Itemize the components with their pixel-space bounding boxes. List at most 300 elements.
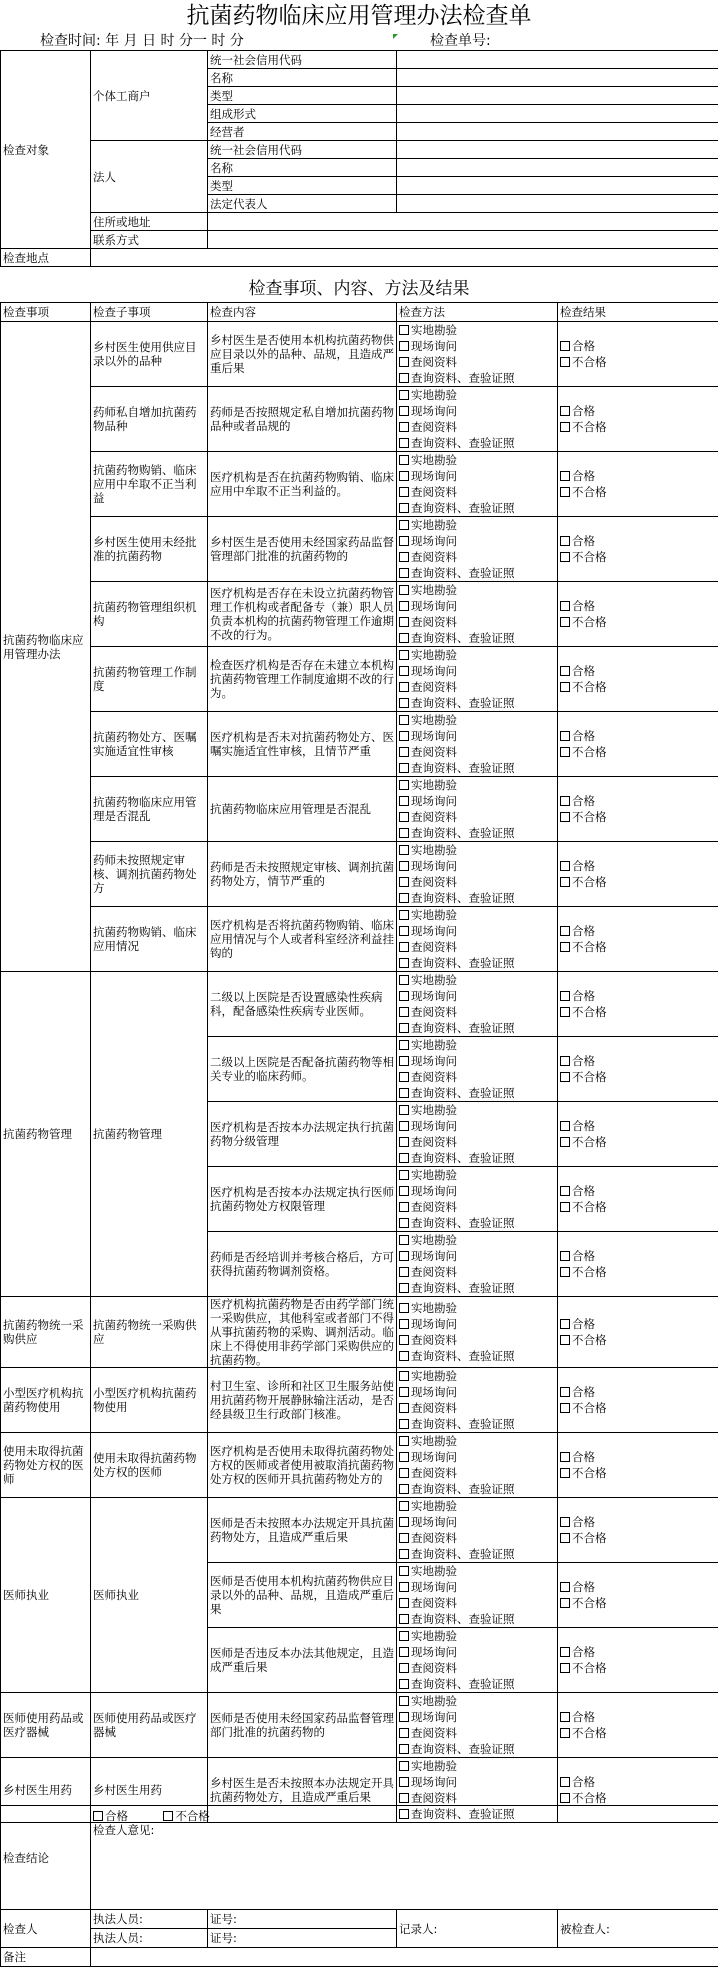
checkbox-icon	[399, 715, 409, 725]
cert-field[interactable]: 证号:	[208, 1929, 397, 1948]
method-option[interactable]	[399, 565, 555, 581]
method-option[interactable]	[399, 1400, 555, 1416]
method-option-label: 查询资料、查验证照	[411, 1021, 515, 1035]
pass-checkbox[interactable]	[93, 1809, 128, 1823]
result-option[interactable]	[560, 419, 716, 435]
result-option[interactable]	[560, 1199, 716, 1215]
checkbox-icon	[399, 828, 409, 838]
method-option-label: 现场询问	[411, 924, 457, 938]
method-option[interactable]	[399, 1595, 555, 1611]
method-option[interactable]	[399, 370, 555, 386]
method-option[interactable]	[399, 1563, 555, 1579]
result-option[interactable]	[560, 614, 716, 630]
result-option[interactable]	[560, 1595, 716, 1611]
method-option-label: 查询资料、查验证照	[411, 1349, 515, 1363]
checkbox-icon	[399, 1647, 409, 1657]
method-option[interactable]	[399, 1167, 555, 1183]
method-option[interactable]	[399, 354, 555, 370]
checkbox-icon	[560, 1007, 570, 1017]
fail-checkbox[interactable]	[163, 1809, 210, 1823]
result-option[interactable]	[560, 1774, 716, 1790]
method-option[interactable]	[399, 1053, 555, 1069]
section-title: 检查事项、内容、方法及结果	[248, 279, 470, 299]
method-option[interactable]	[399, 1102, 555, 1118]
method-option[interactable]	[399, 1758, 555, 1774]
method-option-label: 实地勘验	[411, 908, 457, 922]
method-option[interactable]	[399, 988, 555, 1004]
checkbox-icon	[399, 1335, 409, 1345]
result-option[interactable]	[560, 874, 716, 890]
check-subitem: 小型医疗机构抗菌药物使用	[91, 1368, 208, 1433]
method-option-label: 查询资料、查验证照	[411, 1281, 515, 1295]
recorder-field[interactable]: 记录人:	[397, 1910, 558, 1948]
residence-value[interactable]	[208, 213, 718, 231]
method-option-label: 查阅资料	[411, 1661, 457, 1675]
result-option[interactable]	[560, 354, 716, 370]
method-option[interactable]	[399, 744, 555, 760]
result-option-label: 合格	[572, 1184, 595, 1198]
field-value[interactable]	[397, 177, 718, 195]
check-subitem: 抗菌药物处方、医嘱实施适宜性审核	[91, 712, 208, 777]
result-option[interactable]	[560, 338, 716, 354]
method-option[interactable]	[399, 1790, 555, 1806]
method-option[interactable]	[399, 712, 555, 728]
field-label: 名称	[208, 159, 397, 177]
checkbox-icon	[560, 341, 570, 351]
field-value[interactable]	[397, 141, 718, 159]
result-option[interactable]	[560, 923, 716, 939]
inspected-field[interactable]: 被检查人:	[558, 1910, 718, 1948]
checkbox-icon	[399, 1549, 409, 1559]
check-subitem: 使用未取得抗菌药物处方权的医师	[91, 1433, 208, 1498]
method-option[interactable]	[399, 1741, 555, 1757]
method-option[interactable]	[399, 1215, 555, 1231]
result-option-label: 不合格	[572, 1333, 607, 1347]
checkbox-icon	[560, 1251, 570, 1261]
method-option[interactable]	[399, 777, 555, 793]
field-label: 法定代表人	[208, 195, 397, 213]
method-option-label: 实地勘验	[411, 518, 457, 532]
check-content: 二级以上医院是否配备抗菌药物等相关专业的临床药师。	[208, 1037, 397, 1102]
remarks-value[interactable]	[91, 1948, 718, 1967]
table-row	[1, 907, 718, 972]
checkbox-icon	[560, 1121, 570, 1131]
officer-field[interactable]: 执法人员:	[91, 1910, 208, 1929]
checkbox-icon	[399, 942, 409, 952]
method-option-label: 查阅资料	[411, 1791, 457, 1805]
checkbox-icon	[399, 373, 409, 383]
result-option[interactable]	[560, 1332, 716, 1348]
checkbox-icon	[399, 1566, 409, 1576]
result-options	[558, 1232, 718, 1297]
result-option[interactable]	[560, 533, 716, 549]
method-option[interactable]	[399, 972, 555, 988]
result-option[interactable]	[560, 1384, 716, 1400]
checkbox-icon	[399, 1319, 409, 1329]
result-option-label: 合格	[572, 1515, 595, 1529]
method-option[interactable]	[399, 679, 555, 695]
result-options	[558, 907, 718, 972]
checkbox-icon	[399, 601, 409, 611]
method-option[interactable]	[399, 468, 555, 484]
check-subitem: 抗菌药物管理	[91, 972, 208, 1297]
method-option-label: 实地勘验	[411, 323, 457, 337]
result-option[interactable]	[560, 1514, 716, 1530]
field-value[interactable]	[397, 195, 718, 213]
method-option[interactable]	[399, 1725, 555, 1741]
checkbox-icon	[93, 1811, 103, 1821]
method-option[interactable]	[399, 1332, 555, 1348]
checkbox-icon	[399, 1170, 409, 1180]
checkbox-icon	[399, 796, 409, 806]
method-option[interactable]	[399, 1183, 555, 1199]
method-option[interactable]	[399, 923, 555, 939]
location-value[interactable]	[91, 249, 718, 267]
inspection-number[interactable]: 检查单号:	[430, 33, 491, 49]
table-row	[1, 712, 718, 777]
method-option-label: 查阅资料	[411, 1265, 457, 1279]
method-option[interactable]	[399, 387, 555, 403]
method-option[interactable]	[399, 1498, 555, 1514]
method-option[interactable]	[399, 842, 555, 858]
result-option[interactable]	[560, 1248, 716, 1264]
checkbox-icon	[399, 325, 409, 335]
table-row	[1, 1433, 718, 1498]
method-option-label: 现场询问	[411, 989, 457, 1003]
method-option-label: 查阅资料	[411, 1726, 457, 1740]
method-option[interactable]	[399, 1020, 555, 1036]
method-option[interactable]	[399, 1579, 555, 1595]
checkbox-icon	[560, 1582, 570, 1592]
method-option[interactable]	[399, 1530, 555, 1546]
result-option[interactable]	[560, 549, 716, 565]
column-header: 检查内容	[208, 303, 397, 322]
method-option[interactable]	[399, 322, 555, 338]
result-option[interactable]	[560, 1644, 716, 1660]
checkbox-icon	[560, 1647, 570, 1657]
field-value[interactable]	[397, 123, 718, 141]
check-item: 抗菌药物管理	[1, 972, 91, 1297]
method-option[interactable]	[399, 1693, 555, 1709]
result-option[interactable]	[560, 403, 716, 419]
method-option[interactable]	[399, 1316, 555, 1332]
result-option-label: 合格	[572, 664, 595, 678]
method-option[interactable]	[399, 1611, 555, 1627]
pass-label: 合格	[105, 1809, 128, 1823]
method-option[interactable]	[399, 1004, 555, 1020]
method-option[interactable]	[399, 647, 555, 663]
method-option[interactable]	[399, 1368, 555, 1384]
method-option[interactable]	[399, 630, 555, 646]
result-option[interactable]	[560, 1316, 716, 1332]
result-option[interactable]	[560, 728, 716, 744]
field-value[interactable]	[397, 51, 718, 69]
method-option-label: 实地勘验	[411, 453, 457, 467]
method-options	[397, 1297, 558, 1368]
method-option[interactable]	[399, 1150, 555, 1166]
method-option[interactable]	[399, 1449, 555, 1465]
checkbox-icon	[560, 1663, 570, 1673]
method-option-label: 实地勘验	[411, 778, 457, 792]
method-option[interactable]	[399, 1264, 555, 1280]
method-option[interactable]	[399, 1280, 555, 1296]
method-option-label: 现场询问	[411, 1119, 457, 1133]
method-option[interactable]	[399, 890, 555, 906]
method-option[interactable]	[399, 1676, 555, 1692]
method-option[interactable]	[399, 549, 555, 565]
inspection-time[interactable]: 检查时间: 年 月 日 时 分一 时 分	[40, 33, 244, 49]
checkbox-icon	[399, 926, 409, 936]
result-options	[558, 1563, 718, 1628]
result-option[interactable]	[560, 1660, 716, 1676]
method-option[interactable]	[399, 825, 555, 841]
result-option[interactable]	[560, 1790, 716, 1806]
result-option-label: 合格	[572, 1317, 595, 1331]
checkbox-icon	[560, 926, 570, 936]
checkbox-icon	[399, 1679, 409, 1689]
column-header: 检查结果	[558, 303, 718, 322]
method-option[interactable]	[399, 907, 555, 923]
method-option[interactable]	[399, 1709, 555, 1725]
checkbox-icon	[399, 552, 409, 562]
method-option-label: 查阅资料	[411, 1596, 457, 1610]
location-label: 检查地点	[1, 249, 91, 267]
method-option[interactable]	[399, 939, 555, 955]
checkbox-icon	[399, 1744, 409, 1754]
field-value[interactable]	[397, 105, 718, 123]
result-option[interactable]	[560, 484, 716, 500]
table-row	[1, 582, 718, 647]
result-option[interactable]	[560, 1709, 716, 1725]
method-option[interactable]	[399, 1514, 555, 1530]
checkbox-icon	[560, 1452, 570, 1462]
method-option[interactable]	[399, 1465, 555, 1481]
checkbox-icon	[560, 812, 570, 822]
method-option[interactable]	[399, 452, 555, 468]
checkbox-icon	[399, 1040, 409, 1050]
result-option[interactable]	[560, 1400, 716, 1416]
checkbox-icon	[560, 1335, 570, 1345]
method-option[interactable]	[399, 614, 555, 630]
checkbox-icon	[399, 650, 409, 660]
checkbox-icon	[560, 666, 570, 676]
conclusion-content	[91, 1806, 718, 1910]
method-option[interactable]	[399, 1546, 555, 1562]
table-row	[1, 1693, 718, 1758]
method-option[interactable]	[399, 1085, 555, 1101]
result-option[interactable]	[560, 1465, 716, 1481]
method-option[interactable]	[399, 1660, 555, 1676]
method-option[interactable]	[399, 533, 555, 549]
result-option-label: 不合格	[572, 810, 607, 824]
result-option[interactable]	[560, 744, 716, 760]
result-option[interactable]	[560, 793, 716, 809]
method-option-label: 查询资料、查验证照	[411, 631, 515, 645]
result-option-label: 不合格	[572, 420, 607, 434]
method-option-label: 查询资料、查验证照	[411, 1677, 515, 1691]
method-option-label: 实地勘验	[411, 388, 457, 402]
checkbox-icon	[399, 357, 409, 367]
result-option-label: 不合格	[572, 550, 607, 564]
checkbox-icon	[399, 893, 409, 903]
method-options	[397, 322, 558, 387]
method-option[interactable]	[399, 1118, 555, 1134]
check-item: 医师执业	[1, 1498, 91, 1693]
method-option-label: 查询资料、查验证照	[411, 761, 515, 775]
result-option[interactable]	[560, 679, 716, 695]
method-option[interactable]	[399, 1628, 555, 1644]
check-content: 药师是否经培训并考核合格后，方可获得抗菌药物调剂资格。	[208, 1232, 397, 1297]
method-option[interactable]	[399, 1416, 555, 1432]
method-option-label: 查询资料、查验证照	[411, 891, 515, 905]
method-option[interactable]	[399, 793, 555, 809]
method-option[interactable]	[399, 1300, 555, 1316]
method-option[interactable]	[399, 582, 555, 598]
method-option[interactable]	[399, 955, 555, 971]
method-option[interactable]	[399, 338, 555, 354]
method-option-label: 实地勘验	[411, 1694, 457, 1708]
result-option[interactable]	[560, 1449, 716, 1465]
method-option-label: 查询资料、查验证照	[411, 1151, 515, 1165]
method-options	[397, 907, 558, 972]
checkbox-icon	[399, 1267, 409, 1277]
result-option[interactable]	[560, 1004, 716, 1020]
checkbox-icon	[560, 487, 570, 497]
checkbox-icon	[399, 1631, 409, 1641]
contact-value[interactable]	[208, 231, 718, 249]
method-option[interactable]	[399, 484, 555, 500]
result-option[interactable]	[560, 809, 716, 825]
method-option[interactable]	[399, 1348, 555, 1364]
result-option[interactable]	[560, 1725, 716, 1741]
method-option[interactable]	[399, 1433, 555, 1449]
method-option-label: 查阅资料	[411, 940, 457, 954]
method-option[interactable]	[399, 1199, 555, 1215]
method-option[interactable]	[399, 760, 555, 776]
checkbox-icon	[560, 1403, 570, 1413]
method-option[interactable]	[399, 809, 555, 825]
result-option-label: 合格	[572, 1385, 595, 1399]
checkbox-icon	[560, 991, 570, 1001]
method-option-label: 实地勘验	[411, 648, 457, 662]
result-option[interactable]	[560, 598, 716, 614]
method-option[interactable]	[399, 419, 555, 435]
checkbox-icon	[399, 1218, 409, 1228]
checkbox-icon	[399, 536, 409, 546]
method-options	[397, 452, 558, 517]
checkbox-icon	[560, 1533, 570, 1543]
method-option[interactable]	[399, 403, 555, 419]
fail-label: 不合格	[175, 1809, 210, 1823]
subject-label: 检查对象	[1, 51, 91, 249]
result-option-label: 合格	[572, 404, 595, 418]
method-options	[397, 712, 558, 777]
checkbox-icon	[560, 682, 570, 692]
result-options	[558, 1498, 718, 1563]
method-option[interactable]	[399, 858, 555, 874]
result-option[interactable]	[560, 1053, 716, 1069]
method-option[interactable]	[399, 1644, 555, 1660]
result-option[interactable]	[560, 988, 716, 1004]
result-option-label: 不合格	[572, 1726, 607, 1740]
table-row	[1, 842, 718, 907]
result-option[interactable]	[560, 1183, 716, 1199]
method-option[interactable]	[399, 1134, 555, 1150]
method-option-label: 查询资料、查验证照	[411, 371, 515, 385]
result-option[interactable]	[560, 939, 716, 955]
method-option[interactable]	[399, 1384, 555, 1400]
field-value[interactable]	[397, 87, 718, 105]
cell-marker-icon	[393, 34, 398, 39]
method-options	[397, 1498, 558, 1563]
method-option-label: 现场询问	[411, 1249, 457, 1263]
result-option[interactable]	[560, 1264, 716, 1280]
result-option-label: 不合格	[572, 615, 607, 629]
method-option[interactable]	[399, 1481, 555, 1497]
inspector-opinion[interactable]: 检查人意见:	[93, 1823, 155, 1837]
method-option[interactable]	[399, 1248, 555, 1264]
method-option-label: 查询资料、查验证照	[411, 566, 515, 580]
checkbox-icon	[399, 617, 409, 627]
method-option[interactable]	[399, 517, 555, 533]
result-option[interactable]	[560, 663, 716, 679]
check-content: 乡村医生是否使用本机构抗菌药物供应目录以外的品种、品规，且造成严重后果	[208, 322, 397, 387]
method-option[interactable]	[399, 695, 555, 711]
checkbox-icon	[399, 1436, 409, 1446]
field-value[interactable]	[397, 159, 718, 177]
result-options	[558, 842, 718, 907]
subject-table	[0, 50, 718, 267]
check-content: 医疗机构是否按本办法规定执行抗菌药物分级管理	[208, 1102, 397, 1167]
result-options	[558, 452, 718, 517]
officer-field[interactable]: 执法人员:	[91, 1929, 208, 1948]
method-option[interactable]	[399, 1069, 555, 1085]
result-options	[558, 712, 718, 777]
result-option[interactable]	[560, 858, 716, 874]
result-options	[558, 1037, 718, 1102]
method-option[interactable]	[399, 500, 555, 516]
result-option[interactable]	[560, 1530, 716, 1546]
checkbox-icon	[560, 422, 570, 432]
checkbox-icon	[399, 1761, 409, 1771]
result-option-label: 不合格	[572, 1135, 607, 1149]
method-option[interactable]	[399, 1232, 555, 1248]
method-option[interactable]	[399, 874, 555, 890]
method-option[interactable]	[399, 663, 555, 679]
method-option[interactable]	[399, 598, 555, 614]
method-option[interactable]	[399, 435, 555, 451]
method-option[interactable]	[399, 1037, 555, 1053]
field-value[interactable]	[397, 69, 718, 87]
result-option-label: 不合格	[572, 940, 607, 954]
check-subitem: 抗菌药物临床应用管理是否混乱	[91, 777, 208, 842]
method-options	[397, 647, 558, 712]
checkbox-icon	[399, 1712, 409, 1722]
result-option[interactable]	[560, 1118, 716, 1134]
method-option-label: 现场询问	[411, 1645, 457, 1659]
method-option[interactable]	[399, 1774, 555, 1790]
result-option[interactable]	[560, 1069, 716, 1085]
result-option[interactable]	[560, 1134, 716, 1150]
result-option[interactable]	[560, 1579, 716, 1595]
checkbox-icon	[399, 1105, 409, 1115]
method-option-label: 现场询问	[411, 729, 457, 743]
cert-field[interactable]: 证号:	[208, 1910, 397, 1929]
method-option[interactable]	[399, 728, 555, 744]
result-option-label: 不合格	[572, 875, 607, 889]
method-option-label: 现场询问	[411, 794, 457, 808]
result-option[interactable]	[560, 468, 716, 484]
